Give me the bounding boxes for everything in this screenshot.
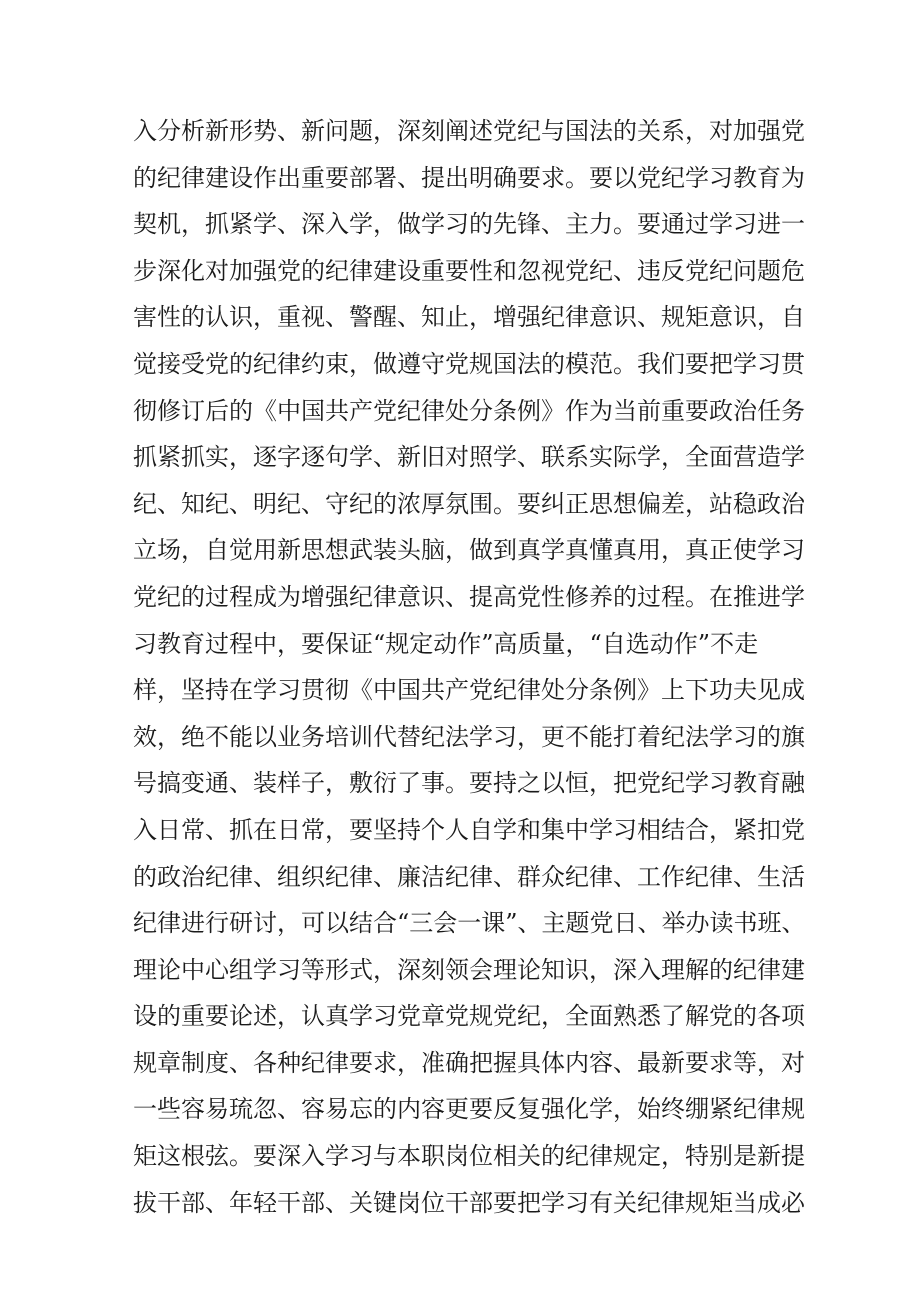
text-line: 习教育过程中，要保证“规定动作”高质量，“自选动作”不走 xyxy=(133,629,759,658)
text-line: 拔干部、年轻干部、关键岗位干部要把学习有关纪律规矩当成必 xyxy=(133,1188,805,1217)
text-line: 样，坚持在学习贯彻《中国共产党纪律处分条例》上下功夫见成 xyxy=(133,676,805,705)
text-line: 害性的认识，重视、警醒、知止，增强纪律意识、规矩意识，自 xyxy=(133,303,805,332)
text-line: 一些容易琉忽、容易忘的内容更要反复强化学，始终绷紧纪律规 xyxy=(133,1095,805,1124)
body-paragraph xyxy=(133,108,806,1226)
text-line: 步深化对加强党的纪律建设重要性和忽视党纪、违反党纪问题危 xyxy=(133,256,805,285)
text-line: 号搞变通、装样子，敷衍了事。要持之以恒，把党纪学习教育融 xyxy=(133,769,805,798)
text-line: 效，绝不能以业务培训代替纪法学习，更不能打着纪法学习的旗 xyxy=(133,722,805,751)
text-line: 觉接受党的纪律约束，做遵守党规国法的模范。我们要把学习贯 xyxy=(133,349,805,378)
text-line: 入日常、抓在日常，要坚持个人自学和集中学习相结合，紧扣党 xyxy=(133,815,805,844)
text-line: 设的重要论述，认真学习党章党规党纪，全面熟悉了解党的各项 xyxy=(133,1002,805,1031)
text-line: 彻修订后的《中国共产党纪律处分条例》作为当前重要政治任务 xyxy=(133,396,805,425)
text-line: 规章制度、各种纪律要求，准确把握具体内容、最新要求等，对 xyxy=(133,1048,805,1077)
text-line: 的纪律建设作出重要部署、提出明确要求。要以党纪学习教育为 xyxy=(133,163,805,192)
text-line: 的政治纪律、组织纪律、廉洁纪律、群众纪律、工作纪律、生活 xyxy=(133,862,805,891)
text-line: 纪、知纪、明纪、守纪的浓厚氛围。要纠正思想偏差，站稳政治 xyxy=(133,489,805,518)
text-line: 纪律进行研讨，可以结合“三会一课”、主题党日、举办读书班、 xyxy=(133,909,806,938)
text-line: 矩这根弦。要深入学习与本职岗位相关的纪律规定，特别是新提 xyxy=(133,1142,805,1171)
text-line: 理论中心组学习等形式，深刻领会理论知识，深入理解的纪律建 xyxy=(133,955,805,984)
text-line: 抓紧抓实，逐字逐句学、新旧对照学、联系实际学，全面营造学 xyxy=(133,443,805,472)
text-line: 立场，自觉用新思想武装头脑，做到真学真懂真用，真正使学习 xyxy=(133,536,805,565)
text-line: 入分析新形势、新问题，深刻阐述党纪与国法的关系，对加强党 xyxy=(133,117,805,145)
text-line: 党纪的过程成为增强纪律意识、提高党性修养的过程。在推进学 xyxy=(133,582,805,611)
text-line: 契机，抓紧学、深入学，做学习的先锋、主力。要通过学习进一 xyxy=(133,210,805,239)
